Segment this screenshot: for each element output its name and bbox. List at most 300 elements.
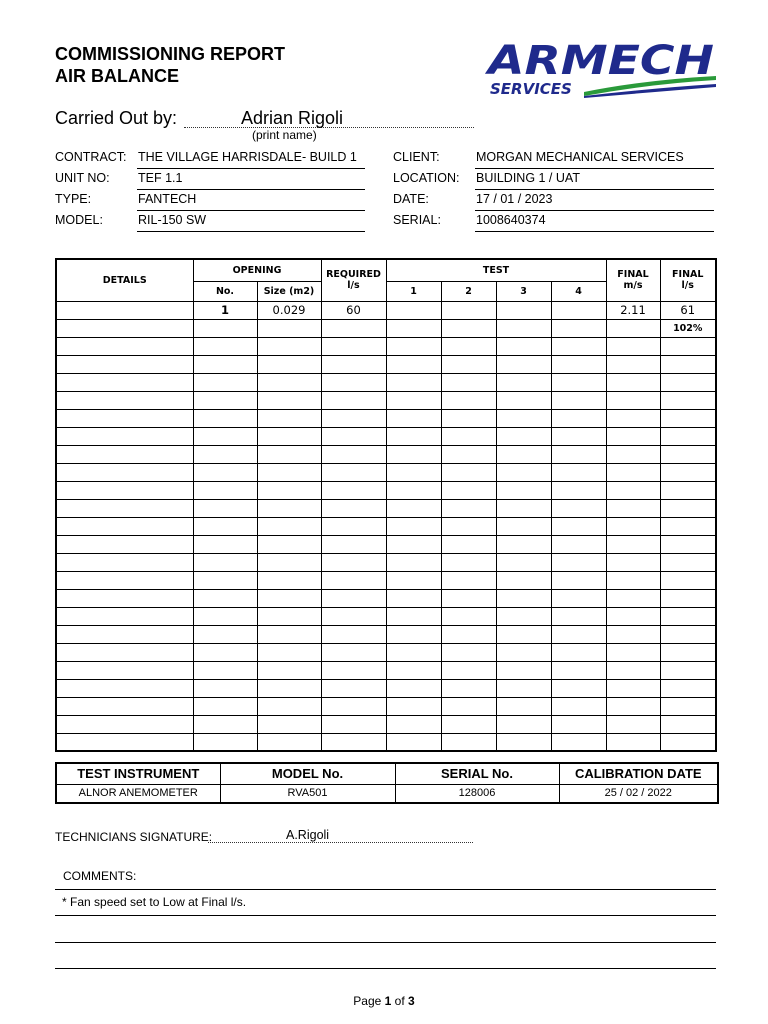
table-row xyxy=(56,535,716,553)
footer-of: of xyxy=(394,994,405,1008)
table-cell xyxy=(551,589,606,607)
table-cell xyxy=(660,697,716,715)
table-cell: 0.029 xyxy=(257,301,321,319)
instrument-serial: 128006 xyxy=(395,784,559,803)
table-cell xyxy=(441,517,496,535)
info-label: DATE: xyxy=(393,192,429,206)
table-cell xyxy=(551,337,606,355)
table-cell xyxy=(257,391,321,409)
table-cell xyxy=(606,499,660,517)
table-cell xyxy=(321,607,386,625)
col-test-4: 4 xyxy=(551,281,606,301)
instrument-row xyxy=(56,784,718,803)
table-cell xyxy=(193,715,257,733)
table-cell xyxy=(386,661,441,679)
table-header-row xyxy=(56,259,716,281)
table-cell xyxy=(660,589,716,607)
footer-page-total: 3 xyxy=(408,994,415,1008)
table-cell xyxy=(606,679,660,697)
info-left-block xyxy=(55,148,375,238)
table-cell xyxy=(193,625,257,643)
table-cell xyxy=(496,535,551,553)
info-label: TYPE: xyxy=(55,192,92,206)
table-cell xyxy=(660,661,716,679)
table-row xyxy=(56,499,716,517)
table-cell xyxy=(321,481,386,499)
footer-page-number: 1 xyxy=(384,994,392,1008)
table-cell xyxy=(660,481,716,499)
col-final-ls xyxy=(660,259,716,301)
table-cell xyxy=(551,409,606,427)
table-cell: 2.11 xyxy=(606,301,660,319)
table-row xyxy=(56,715,716,733)
table-cell xyxy=(551,391,606,409)
table-cell xyxy=(551,553,606,571)
table-row xyxy=(56,553,716,571)
table-cell xyxy=(660,733,716,751)
info-value: BUILDING 1 / UAT xyxy=(475,171,714,190)
table-cell xyxy=(321,409,386,427)
table-cell xyxy=(193,481,257,499)
table-cell xyxy=(551,535,606,553)
table-cell xyxy=(193,337,257,355)
info-label: LOCATION: xyxy=(393,171,460,185)
table-cell xyxy=(606,373,660,391)
table-cell xyxy=(257,571,321,589)
table-cell xyxy=(257,319,321,337)
table-cell xyxy=(606,715,660,733)
table-cell xyxy=(321,625,386,643)
table-cell xyxy=(606,661,660,679)
table-cell xyxy=(496,607,551,625)
comment-line xyxy=(55,968,716,969)
table-cell xyxy=(56,391,193,409)
table-cell xyxy=(660,409,716,427)
table-cell xyxy=(660,553,716,571)
info-value: RIL-150 SW xyxy=(137,213,365,232)
table-cell xyxy=(193,733,257,751)
table-cell xyxy=(606,409,660,427)
table-cell xyxy=(386,535,441,553)
table-cell xyxy=(441,643,496,661)
table-row xyxy=(56,679,716,697)
table-cell xyxy=(606,517,660,535)
col-required-label: REQUIRED xyxy=(326,269,381,281)
table-cell xyxy=(441,679,496,697)
table-cell xyxy=(56,481,193,499)
logo-subtext: SERVICES xyxy=(490,80,572,98)
table-cell xyxy=(56,463,193,481)
table-cell xyxy=(660,535,716,553)
table-cell xyxy=(193,409,257,427)
info-row-date xyxy=(393,190,723,211)
table-cell xyxy=(56,337,193,355)
col-opening: OPENING xyxy=(193,259,321,281)
info-row-unit xyxy=(55,169,375,190)
table-cell xyxy=(606,481,660,499)
col-final-ms-label: FINAL xyxy=(617,269,649,281)
table-cell xyxy=(606,463,660,481)
table-cell xyxy=(606,571,660,589)
col-required-unit: l/s xyxy=(347,280,360,292)
table-cell xyxy=(193,517,257,535)
table-cell xyxy=(660,679,716,697)
test-instrument-table xyxy=(55,762,719,804)
table-cell xyxy=(56,733,193,751)
table-cell xyxy=(660,373,716,391)
table-cell xyxy=(496,661,551,679)
table-cell xyxy=(56,355,193,373)
table-cell xyxy=(56,607,193,625)
table-cell xyxy=(660,499,716,517)
table-cell xyxy=(257,733,321,751)
table-cell xyxy=(321,553,386,571)
table-cell xyxy=(56,697,193,715)
table-cell xyxy=(496,733,551,751)
table-cell xyxy=(551,355,606,373)
logo-text: ARMECH xyxy=(484,38,714,84)
table-cell xyxy=(386,589,441,607)
table-cell xyxy=(257,625,321,643)
table-cell xyxy=(551,463,606,481)
table-cell xyxy=(321,355,386,373)
table-cell xyxy=(551,373,606,391)
table-cell xyxy=(660,337,716,355)
table-cell xyxy=(496,697,551,715)
info-label: CLIENT: xyxy=(393,150,440,164)
col-no: No. xyxy=(193,281,257,301)
report-title-line1: COMMISSIONING REPORT xyxy=(55,44,286,64)
table-cell xyxy=(386,643,441,661)
air-balance-table-body xyxy=(56,301,716,751)
table-cell xyxy=(257,589,321,607)
report-title xyxy=(55,43,285,87)
table-cell xyxy=(660,517,716,535)
table-cell xyxy=(56,517,193,535)
info-value: FANTECH xyxy=(137,192,365,211)
footer-prefix: Page xyxy=(353,994,382,1008)
table-cell xyxy=(551,481,606,499)
table-row xyxy=(56,409,716,427)
table-cell xyxy=(386,337,441,355)
col-test-3: 3 xyxy=(496,281,551,301)
info-label: UNIT NO: xyxy=(55,171,110,185)
table-cell xyxy=(193,697,257,715)
table-cell xyxy=(257,409,321,427)
table-cell xyxy=(321,643,386,661)
table-cell xyxy=(193,607,257,625)
comment-text: * Fan speed set to Low at Final l/s. xyxy=(62,895,247,909)
table-cell xyxy=(606,553,660,571)
table-cell xyxy=(321,535,386,553)
table-cell xyxy=(441,427,496,445)
col-test-2: 2 xyxy=(441,281,496,301)
info-value: 1008640374 xyxy=(475,213,714,232)
table-cell xyxy=(606,607,660,625)
table-cell xyxy=(660,463,716,481)
table-row xyxy=(56,445,716,463)
info-right-block xyxy=(393,148,723,238)
table-cell xyxy=(441,301,496,319)
col-required xyxy=(321,259,386,301)
table-cell xyxy=(660,445,716,463)
info-value: TEF 1.1 xyxy=(137,171,365,190)
instrument-name: ALNOR ANEMOMETER xyxy=(56,784,220,803)
comment-line xyxy=(55,942,716,943)
table-cell xyxy=(660,355,716,373)
table-cell xyxy=(660,391,716,409)
table-cell xyxy=(257,481,321,499)
table-cell xyxy=(193,355,257,373)
table-cell xyxy=(551,661,606,679)
table-cell xyxy=(257,697,321,715)
table-cell xyxy=(496,445,551,463)
table-row xyxy=(56,571,716,589)
table-cell: 102% xyxy=(660,319,716,337)
table-cell xyxy=(496,571,551,589)
table-cell xyxy=(386,319,441,337)
table-cell xyxy=(193,553,257,571)
table-cell xyxy=(321,697,386,715)
table-cell xyxy=(441,697,496,715)
table-cell xyxy=(441,481,496,499)
instrument-calibration: 25 / 02 / 2022 xyxy=(559,784,718,803)
table-row xyxy=(56,373,716,391)
table-row xyxy=(56,319,716,337)
table-cell xyxy=(321,589,386,607)
table-cell xyxy=(660,427,716,445)
table-cell xyxy=(193,463,257,481)
table-row xyxy=(56,301,716,319)
table-cell xyxy=(441,463,496,481)
table-cell xyxy=(496,715,551,733)
table-cell xyxy=(551,607,606,625)
table-row xyxy=(56,625,716,643)
table-row xyxy=(56,517,716,535)
table-cell xyxy=(257,355,321,373)
table-cell xyxy=(496,481,551,499)
instrument-col-serial: SERIAL No. xyxy=(395,763,559,784)
table-cell: 61 xyxy=(660,301,716,319)
table-cell xyxy=(257,715,321,733)
table-cell xyxy=(551,697,606,715)
table-cell xyxy=(551,715,606,733)
table-cell xyxy=(660,643,716,661)
table-cell xyxy=(193,499,257,517)
table-cell xyxy=(257,463,321,481)
table-cell xyxy=(56,625,193,643)
table-cell xyxy=(606,391,660,409)
table-cell xyxy=(606,427,660,445)
table-cell xyxy=(56,661,193,679)
technician-signature xyxy=(55,828,475,848)
table-cell xyxy=(496,355,551,373)
air-balance-table xyxy=(55,258,717,752)
table-cell xyxy=(321,571,386,589)
instrument-header-row xyxy=(56,763,718,784)
table-cell xyxy=(56,427,193,445)
table-cell xyxy=(193,643,257,661)
table-cell xyxy=(56,571,193,589)
info-value: THE VILLAGE HARRISDALE- BUILD 1 xyxy=(137,150,365,169)
col-final-ls-label: FINAL xyxy=(672,269,704,281)
info-value: MORGAN MECHANICAL SERVICES xyxy=(475,150,714,169)
carried-out-name: Adrian Rigoli xyxy=(241,108,344,128)
table-cell xyxy=(386,427,441,445)
info-row-location xyxy=(393,169,723,190)
table-cell xyxy=(257,337,321,355)
table-cell xyxy=(496,625,551,643)
table-cell xyxy=(321,733,386,751)
table-cell xyxy=(386,607,441,625)
table-row xyxy=(56,481,716,499)
table-cell xyxy=(56,589,193,607)
table-cell xyxy=(496,427,551,445)
report-title-line2: AIR BALANCE xyxy=(55,66,179,86)
table-cell xyxy=(551,517,606,535)
table-cell xyxy=(441,715,496,733)
table-row xyxy=(56,337,716,355)
table-row xyxy=(56,733,716,751)
table-row xyxy=(56,607,716,625)
table-cell xyxy=(606,355,660,373)
table-cell xyxy=(496,373,551,391)
table-cell xyxy=(386,733,441,751)
table-cell xyxy=(551,679,606,697)
table-cell: 1 xyxy=(193,301,257,319)
instrument-model: RVA501 xyxy=(220,784,395,803)
table-cell xyxy=(321,319,386,337)
table-cell xyxy=(193,535,257,553)
table-cell xyxy=(496,643,551,661)
info-row-contract xyxy=(55,148,375,169)
table-cell xyxy=(193,319,257,337)
table-row xyxy=(56,589,716,607)
table-cell xyxy=(660,715,716,733)
table-cell xyxy=(193,571,257,589)
table-cell xyxy=(193,427,257,445)
col-final-ms xyxy=(606,259,660,301)
table-cell xyxy=(56,319,193,337)
table-row xyxy=(56,463,716,481)
table-cell xyxy=(496,301,551,319)
info-label: MODEL: xyxy=(55,213,103,227)
table-row xyxy=(56,697,716,715)
table-cell xyxy=(386,481,441,499)
table-cell xyxy=(257,445,321,463)
table-cell xyxy=(386,571,441,589)
table-cell xyxy=(193,661,257,679)
table-cell xyxy=(386,499,441,517)
table-cell xyxy=(441,391,496,409)
table-cell xyxy=(496,499,551,517)
comments-label: COMMENTS: xyxy=(63,869,137,883)
page-footer xyxy=(0,994,768,1008)
table-cell xyxy=(321,715,386,733)
table-cell xyxy=(551,301,606,319)
table-cell xyxy=(56,373,193,391)
table-cell xyxy=(56,553,193,571)
table-cell xyxy=(386,679,441,697)
info-label: CONTRACT: xyxy=(55,150,127,164)
table-cell xyxy=(386,697,441,715)
col-size: Size (m2) xyxy=(257,281,321,301)
table-cell xyxy=(441,589,496,607)
table-cell xyxy=(321,391,386,409)
technician-signature-value: A.Rigoli xyxy=(286,828,330,842)
carried-out-label: Carried Out by: xyxy=(55,108,178,128)
table-cell xyxy=(606,697,660,715)
table-cell xyxy=(660,607,716,625)
technician-signature-label: TECHNICIANS SIGNATURE: xyxy=(55,830,213,844)
table-cell xyxy=(441,553,496,571)
table-cell xyxy=(257,643,321,661)
col-test: TEST xyxy=(386,259,606,281)
table-cell xyxy=(441,445,496,463)
table-cell xyxy=(56,499,193,517)
table-cell xyxy=(496,463,551,481)
table-cell xyxy=(386,517,441,535)
table-cell: 60 xyxy=(321,301,386,319)
table-cell xyxy=(56,409,193,427)
table-cell xyxy=(496,679,551,697)
table-cell xyxy=(386,553,441,571)
table-cell xyxy=(257,373,321,391)
table-cell xyxy=(441,607,496,625)
table-cell xyxy=(551,499,606,517)
table-cell xyxy=(551,733,606,751)
info-row-model xyxy=(55,211,375,232)
table-cell xyxy=(441,499,496,517)
table-cell xyxy=(441,373,496,391)
table-cell xyxy=(193,445,257,463)
table-cell xyxy=(56,535,193,553)
table-cell xyxy=(551,427,606,445)
table-cell xyxy=(660,625,716,643)
table-cell xyxy=(606,625,660,643)
table-cell xyxy=(386,409,441,427)
table-cell xyxy=(321,661,386,679)
table-cell xyxy=(321,445,386,463)
table-cell xyxy=(386,373,441,391)
table-cell xyxy=(496,319,551,337)
table-cell xyxy=(551,445,606,463)
table-cell xyxy=(496,589,551,607)
table-cell xyxy=(606,589,660,607)
table-cell xyxy=(441,733,496,751)
table-cell xyxy=(56,679,193,697)
table-cell xyxy=(386,463,441,481)
table-cell xyxy=(441,661,496,679)
table-cell xyxy=(441,535,496,553)
table-cell xyxy=(606,535,660,553)
table-cell xyxy=(660,571,716,589)
instrument-col-calibration: CALIBRATION DATE xyxy=(559,763,718,784)
table-cell xyxy=(606,643,660,661)
table-cell xyxy=(193,391,257,409)
table-cell xyxy=(56,301,193,319)
table-row xyxy=(56,643,716,661)
table-row xyxy=(56,391,716,409)
info-label: SERIAL: xyxy=(393,213,441,227)
table-cell xyxy=(321,517,386,535)
company-logo xyxy=(484,36,720,100)
info-row-client xyxy=(393,148,723,169)
table-cell xyxy=(551,625,606,643)
instrument-col-name: TEST INSTRUMENT xyxy=(56,763,220,784)
table-cell xyxy=(441,319,496,337)
info-row-serial xyxy=(393,211,723,232)
